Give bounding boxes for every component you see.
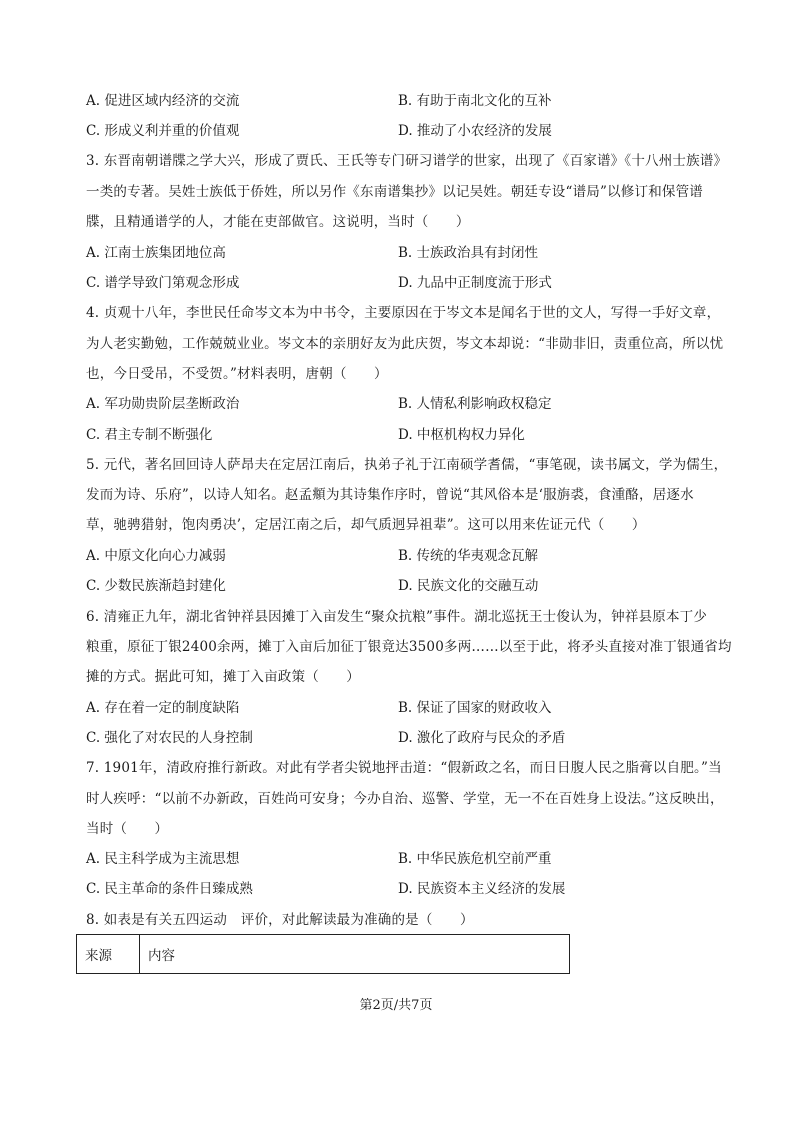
q4-option-c: C. 君主专制不断强化 <box>86 427 213 443</box>
q6-option-b: B. 保证了国家的财政收入 <box>398 700 552 716</box>
q6-text-line: 粮重，原征丁银2400余两，摊丁入亩后加征丁银竟达3500多两……以至于此，将矛头直接对准丁银通省均 <box>86 639 732 655</box>
q3-text-line: 牒，且精通谱学的人，才能在吏部做官。这说明，当时（ ） <box>86 214 470 230</box>
q7-option-a: A. 民主科学成为主流思想 <box>86 851 240 867</box>
q7-text-line: 时人疾呼：“以前不办新政，百姓尚可安身；今办自治、巡警、学堂，无一不在百姓身上设法。”这反映出， <box>86 791 724 807</box>
q2-option-b: B. 有助于南北文化的互补 <box>398 93 552 109</box>
q4-option-d: D. 中枢机构权力异化 <box>398 427 525 443</box>
q7-text-line: 7. 1901年，清政府推行新政。对此有学者尖锐地抨击道：“假新政之名，而日日腹人民之脂膏以自肥。”当 <box>86 760 722 776</box>
table-header-row <box>77 935 570 974</box>
q4-option-b: B. 人情私利影响政权稳定 <box>398 396 552 412</box>
q5-text-line: 5. 元代，著名回回诗人萨昂夫在定居江南后，执弟子礼于江南硕学耆儒，“事笔砚，读书属文，学为儒生， <box>86 457 728 473</box>
q4-text-line: 也，今日受吊，不受贺。”材料表明，唐朝（ ） <box>86 366 388 382</box>
q6-option-d: D. 激化了政府与民众的矛盾 <box>398 730 566 746</box>
q3-option-d: D. 九品中正制度流于形式 <box>398 275 552 291</box>
q3-text-line: 3. 东晋南朝谱牒之学大兴，形成了贾氏、王氏等专门研习谱学的世家，出现了《百家谱》《十八州士族谱》 <box>86 153 728 169</box>
q6-text-line: 摊的方式。据此可知，摊丁入亩政策（ ） <box>86 669 360 685</box>
q3-option-a: A. 江南士族集团地位高 <box>86 245 226 261</box>
q8-text-line: 8. 如表是有关五四运动 评价，对此解读最为准确的是（ ） <box>86 912 474 928</box>
q5-text-line: 草，驰骋猎射，饱肉勇决’，定居江南之后，却气质迥异祖辈”。这可以用来佐证元代（ ） <box>86 517 646 533</box>
q5-option-d: D. 民族文化的交融互动 <box>398 578 539 594</box>
q4-text-line: 4. 贞观十八年，李世民任命岑文本为中书令，主要原因在于岑文本是闻名于世的文人，写得一手好文章， <box>86 305 721 321</box>
q5-option-a: A. 中原文化向心力减弱 <box>86 548 226 564</box>
q2-option-c: C. 形成义利并重的价值观 <box>86 123 240 139</box>
q6-option-c: C. 强化了对农民的人身控制 <box>86 730 253 746</box>
q4-text-line: 为人老实勤勉，工作兢兢业业。岑文本的亲朋好友为此庆贺，岑文本却说：“非勋非旧，责重位高，所以忧 <box>86 336 724 352</box>
q6-option-a: A. 存在着一定的制度缺陷 <box>86 700 240 716</box>
q5-text-line: 发而为诗、乐府”，以诗人知名。赵孟頫为其诗集作序时，曾说“其风俗本是‘服旃裘，食湩酪，居逐水 <box>86 487 694 503</box>
q3-option-c: C. 谱学导致门第观念形成 <box>86 275 240 291</box>
q7-option-d: D. 民族资本主义经济的发展 <box>398 881 566 897</box>
page-footer: 第2页/共7页 <box>359 998 433 1013</box>
q5-option-b: B. 传统的华夷观念瓦解 <box>398 548 539 564</box>
q5-option-c: C. 少数民族渐趋封建化 <box>86 578 226 594</box>
q6-text-line: 6. 清雍正九年，湖北省钟祥县因摊丁入亩发生“聚众抗粮”事件。湖北巡抚王士俊认为，钟祥县原本丁少 <box>86 609 708 625</box>
q7-option-b: B. 中华民族危机空前严重 <box>398 851 552 867</box>
q3-option-b: B. 士族政治具有封闭性 <box>398 245 539 261</box>
table-header-source: 来源 <box>77 935 140 974</box>
evaluation-table <box>76 934 570 974</box>
q4-option-a: A. 军功勋贵阶层垄断政治 <box>86 396 240 412</box>
q3-text-line: 一类的专著。吴姓士族低于侨姓，所以另作《东南谱集抄》以记吴姓。朝廷专设“谱局”以修订和保管谱 <box>86 184 704 200</box>
q2-option-d: D. 推动了小农经济的发展 <box>398 123 552 139</box>
table-header-content: 内容 <box>140 935 570 974</box>
q7-text-line: 当时（ ） <box>86 821 169 837</box>
q7-option-c: C. 民主革命的条件日臻成熟 <box>86 881 253 897</box>
q2-option-a: A. 促进区域内经济的交流 <box>86 93 240 109</box>
